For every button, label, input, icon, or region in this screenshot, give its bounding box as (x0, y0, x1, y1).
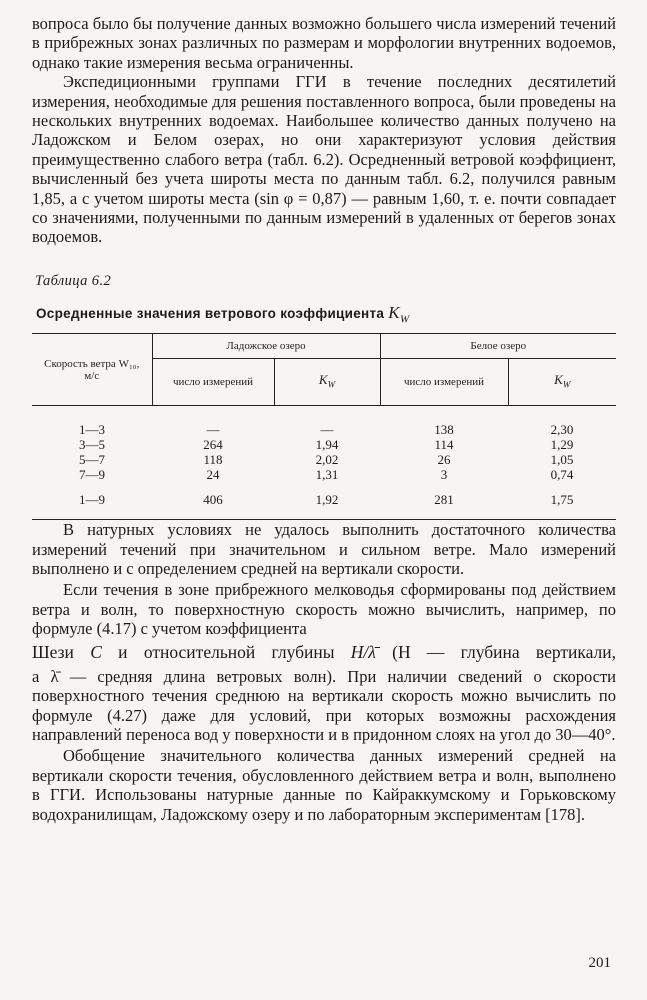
header-beloe-kw: $K_W$ (508, 359, 616, 406)
table-title-text: Осредненные значения ветрового коэффициента (36, 305, 385, 321)
cell-beloe-kw: 2,30 (550, 422, 574, 438)
cell-speed: 3—5 (79, 437, 105, 453)
header-beloe-count: число измерений (380, 359, 508, 406)
cell-beloe-kw: 1,29 (550, 437, 574, 453)
header-beloe: Белое озеро (380, 334, 616, 359)
page-content (32, 14, 616, 824)
paragraph-formula: Если течения в зоне прибрежного мелководья сформированы под действием ветра и волн, то поверхностную скорость можно вычислить, например, по формуле (4.17) с учетом коэффициента (32, 580, 616, 639)
table-row (32, 437, 616, 452)
cell-beloe-kw: 1,75 (550, 492, 574, 508)
table-title (32, 303, 616, 325)
cell-ladoga-kw: 1,94 (315, 437, 339, 453)
paragraph-expeditions: Экспедиционными группами ГГИ в течение последних десятилетий измерения, необходимые для решения поставленного вопроса, были проведены на нескольких внутренних водоемах. Наибольшее количество данных получено на Ладожском и Белом озерах, но они характеризуют условия действия преимущественно слабого ветра (табл. 6.2). Осредненный ветровой коэффициент, вычисленный без учета широты места по данным табл. 6.2, получился равным 1,85, а с учетом широты места (sin φ = 0,87) — равным 1,60, т. е. почти совпадает со значениями, полученными по данным измерений в удаленных от берегов зонах водоемов. (32, 72, 616, 247)
header-ladoga-count: число измерений (152, 359, 274, 406)
cell-ladoga-kw: 1,31 (315, 467, 339, 483)
paragraph-wave-length: а λ̄ — средняя длина ветровых волн). При наличии сведений о скорости поверхностного течения среднюю на вертикали скорость можно вычислить по формуле (4.27) даже для условий, при которых возможны расхождения направлений переноса вод у поверхности и в придонном слоях на угол до 30—40°. (32, 666, 616, 744)
cell-beloe-n: 138 (434, 422, 454, 438)
table-row (32, 452, 616, 467)
cell-ladoga-kw: — (320, 422, 334, 438)
table-title-symbol: $K_W$ (388, 302, 410, 326)
page-number: 201 (588, 955, 611, 971)
cell-speed: 5—7 (79, 452, 105, 468)
cell-ladoga-kw: 2,02 (315, 452, 339, 468)
cell-ladoga-n: 264 (203, 437, 223, 453)
paragraph-chezy: Шези C и относительной глубины H/λ̄ (H — глубина вертикали, (32, 641, 616, 662)
cell-ladoga-n: 24 (206, 467, 220, 483)
header-speed: Скорость ветра W₁₀, м/с (32, 334, 152, 406)
cell-speed: 1—9 (79, 492, 105, 508)
cell-beloe-kw: 0,74 (550, 467, 574, 483)
header-ladoga-kw: $K_W$ (274, 359, 380, 406)
cell-ladoga-kw: 1,92 (315, 492, 339, 508)
table-total-row (32, 492, 616, 520)
table-row (32, 467, 616, 482)
cell-beloe-n: 114 (434, 437, 454, 453)
paragraph-measurements: В натурных условиях не удалось выполнить достаточного количества измерений течений при значительном и сильном ветре. Мало измерений выполнено и с определением средней на вертикали скорости. (32, 520, 616, 579)
cell-beloe-n: 3 (440, 467, 448, 483)
cell-beloe-kw: 1,05 (550, 452, 574, 468)
table-row (32, 422, 616, 437)
cell-ladoga-n: — (206, 422, 220, 438)
cell-speed: 1—3 (79, 422, 105, 438)
cell-beloe-n: 281 (434, 492, 454, 508)
paragraph-generalization: Обобщение значительного количества данных измерений средней на вертикали скорости течения, обусловленного действием ветра и волн, выполнено в ГГИ. Использованы натурные данные по Кайраккумскому и Горьковскому водохранилищам, Ладожскому озеру и по лабораторным экспериментам [178]. (32, 746, 616, 824)
paragraph-intro: вопроса было бы получение данных возможно большего числа измерений течений в прибрежных зонах различных по размерам и морфологии внутренних водоемов, однако такие измерения весьма ограниченны. (32, 14, 616, 72)
header-ladoga: Ладожское озеро (152, 334, 380, 359)
cell-beloe-n: 26 (437, 452, 451, 468)
cell-speed: 7—9 (79, 467, 105, 483)
cell-ladoga-n: 118 (203, 452, 223, 468)
cell-ladoga-n: 406 (203, 492, 223, 508)
table-caption: Таблица 6.2 (35, 272, 112, 289)
wind-coefficient-table (32, 333, 616, 520)
